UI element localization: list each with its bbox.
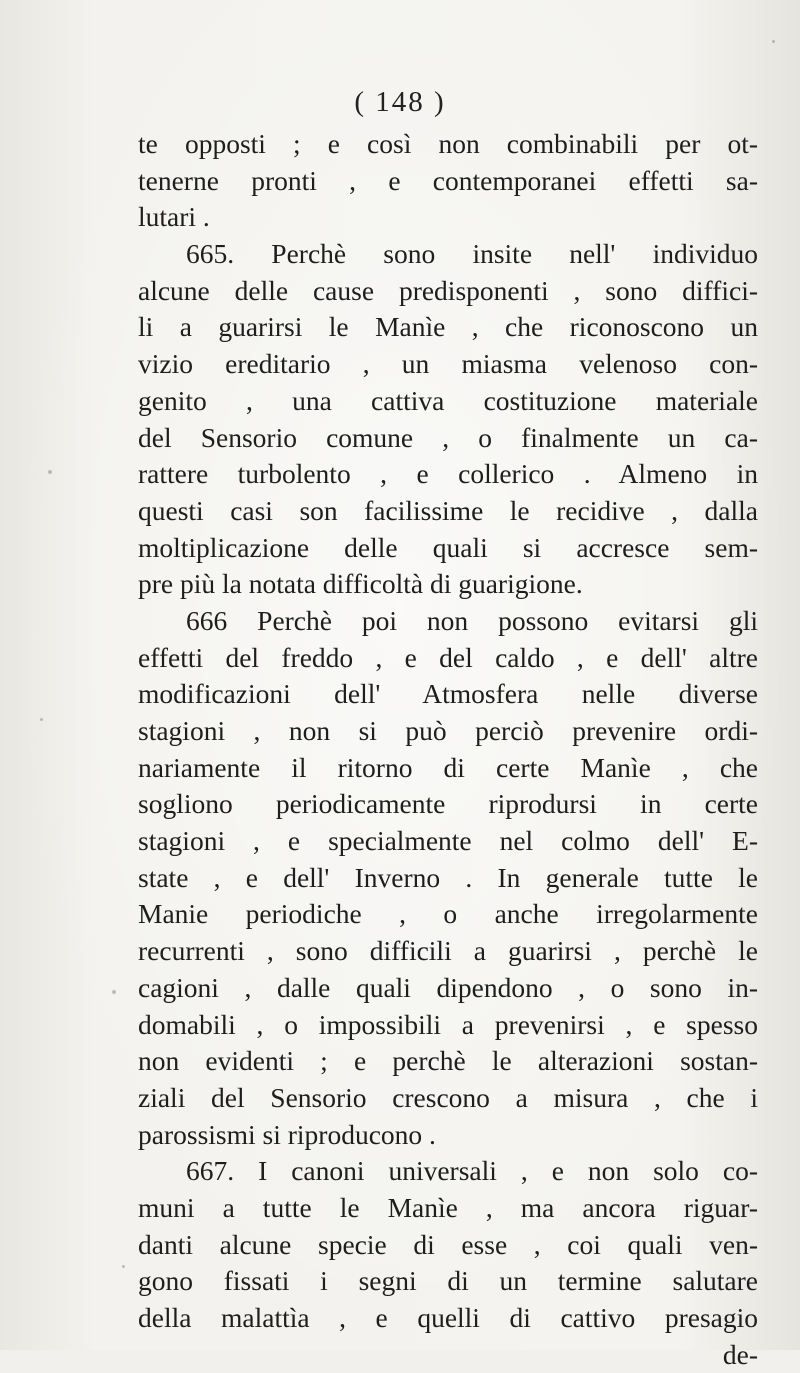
text-line: sogliono periodicamente riprodursi in certe (138, 788, 758, 820)
text-line: domabili , o impossibili a prevenirsi , e spesso (138, 1008, 758, 1040)
text-line: cagioni , dalle quali dipendono , o sono in- (138, 971, 758, 1003)
paper-speck (40, 718, 43, 721)
text-line: nariamente il ritorno di certe Manìe , che (138, 751, 758, 783)
text-line: effetti del freddo , e del caldo , e dell' altre (138, 641, 758, 673)
text-line: stagioni , e specialmente nel colmo dell' E- (138, 825, 758, 857)
text-line: pre più la notata difficoltà di guarigione. (138, 568, 583, 600)
text-line: te opposti ; e così non combinabili per ot- (138, 128, 758, 159)
paper-speck (122, 1265, 125, 1268)
paragraph-start-667: 667. I canoni universali , e non solo co- (186, 1155, 758, 1187)
paper-speck (112, 990, 116, 994)
page-number: ( 148 ) (354, 86, 446, 118)
text-line: vizio ereditario , un miasma velenoso con- (138, 348, 758, 380)
text-line: questi casi son facilissime le recidive , dalla (138, 494, 758, 526)
paragraph-start-666: 666 Perchè poi non possono evitarsi gli (186, 604, 758, 636)
text-line: tenerne pronti , e contemporanei effetti sa- (138, 164, 758, 196)
text-line: ziali del Sensorio crescono a misura , che i (138, 1081, 758, 1113)
text-line: rattere turbolento , e collerico . Almeno in (138, 458, 758, 490)
text-line: muni a tutte le Manìe , ma ancora riguar- (138, 1191, 758, 1223)
text-line: della malattìa , e quelli di cattivo presagio (138, 1302, 758, 1333)
text-line: moltiplicazione delle quali si accresce sem- (138, 531, 758, 563)
text-line: gono fissati i segni di un termine salutare (138, 1265, 758, 1297)
text-line: lutari . (138, 201, 210, 233)
text-line: del Sensorio comune , o finalmente un ca- (138, 421, 758, 453)
paragraph-start-665: 665. Perchè sono insite nell' individuo (186, 238, 758, 270)
paper-speck (48, 470, 52, 474)
text-line: recurrenti , sono difficili a guarirsi , perchè le (138, 935, 758, 967)
text-line: state , e dell' Inverno . In generale tutte le (138, 861, 758, 893)
text-line: modificazioni dell' Atmosfera nelle diverse (138, 678, 758, 710)
text-line: danti alcune specie di esse , coi quali ven- (138, 1228, 758, 1260)
body-text (138, 126, 758, 1373)
text-line: parossismi si riproducono . (138, 1118, 436, 1150)
catchword: de- (722, 1338, 758, 1370)
text-line: li a guarirsi le Manìe , che riconoscono un (138, 311, 758, 343)
text-line: genito , una cattiva costituzione materiale (138, 384, 758, 416)
text-line: stagioni , non si può perciò prevenire ordi- (138, 715, 758, 746)
text-line: alcune delle cause predisponenti , sono diffici- (138, 274, 758, 306)
text-line: Manie periodiche , o anche irregolarmente (138, 898, 758, 930)
text-line: non evidenti ; e perchè le alterazioni sostan- (138, 1045, 758, 1077)
paper-speck (772, 40, 775, 43)
